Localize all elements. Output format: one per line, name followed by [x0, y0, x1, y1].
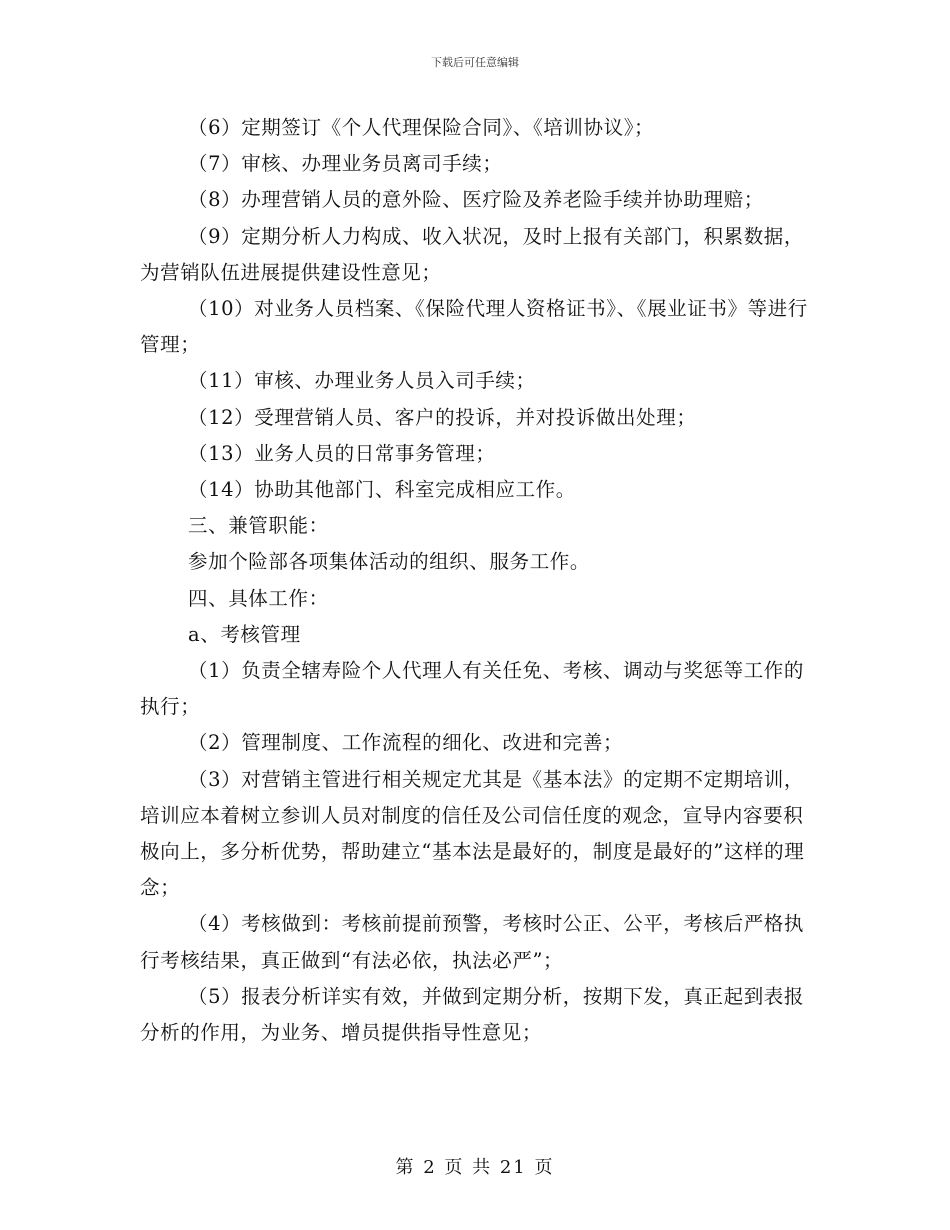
- page-footer: 第 2 页 共 21 页: [395, 1157, 555, 1178]
- page-header: 下载后可任意编辑: [431, 56, 519, 69]
- paragraph: （10）对业务人员档案、《保险代理人资格证书》、《展业证书》等进行管理；: [140, 297, 808, 357]
- paragraph: （14）协助其他部门、科室完成相应工作。: [188, 478, 576, 502]
- paragraph: （11）审核、办理业务人员入司手续；: [188, 369, 536, 393]
- paragraph: （2）管理制度、工作流程的细化、改进和完善；: [188, 731, 624, 755]
- subsection-heading: a、考核管理: [188, 622, 301, 646]
- paragraph: （6）定期签订《个人代理保险合同》、《培训协议》；: [188, 116, 655, 139]
- section-heading: 四、具体工作：: [188, 586, 329, 610]
- paragraph: （4）考核做到：考核前提前预警，考核时公正、公平，考核后严格执行考核结果，真正做到“有法必依，执法必严”；: [140, 912, 805, 972]
- paragraph: （1）负责全辖寿险个人代理人有关任免、考核、调动与奖惩等工作的执行；: [140, 659, 805, 719]
- paragraph: （13）业务人员的日常事务管理；: [188, 441, 496, 465]
- paragraph: （3）对营销主管进行相关规定尤其是《基本法》的定期不定期培训，培训应本着树立参训人员对制度的信任及公司信任度的观念，宣导内容要积极向上，多分析优势，帮助建立“基本法是最好的，制度是最好的”这样的理念；: [140, 767, 805, 900]
- paragraph: （9）定期分析人力构成、收入状况，及时上报有关部门，积累数据，为营销队伍进展提供建设性意见；: [140, 224, 805, 284]
- paragraph: （5）报表分析详实有效，并做到定期分析，按期下发，真正起到表报分析的作用，为业务、增员提供指导性意见；: [140, 984, 805, 1045]
- paragraph: 参加个险部各项集体活动的组织、服务工作。: [188, 550, 591, 574]
- paragraph: （8）办理营销人员的意外险、医疗险及养老险手续并协助理赔；: [188, 188, 764, 212]
- section-heading: 三、兼管职能：: [188, 514, 329, 538]
- document-body: [140, 110, 810, 1051]
- paragraph: （7）审核、办理业务员离司手续；: [188, 152, 503, 176]
- paragraph: （12）受理营销人员、客户的投诉，并对投诉做出处理；: [188, 405, 697, 429]
